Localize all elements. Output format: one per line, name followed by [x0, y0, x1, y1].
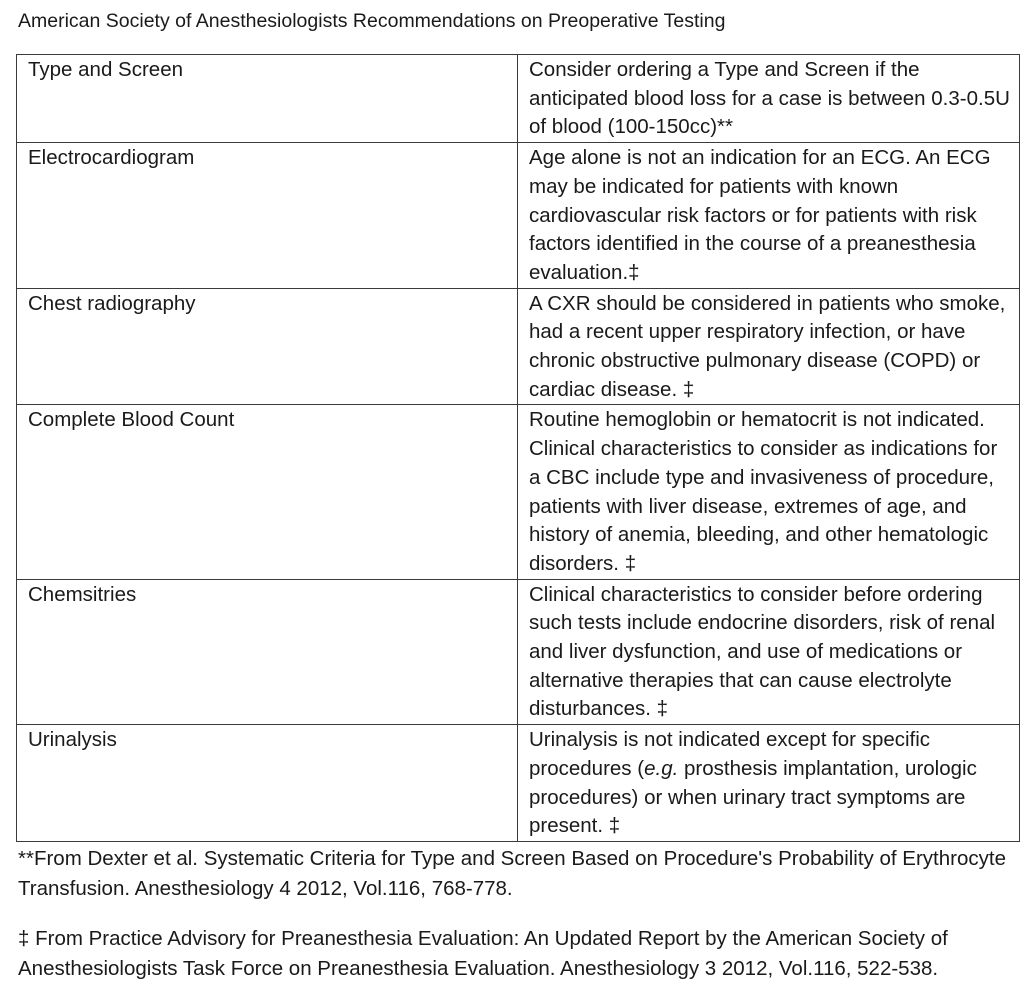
test-recommendation: Consider ordering a Type and Screen if the anticipated blood loss for a case is between 0.3-0.5U of blood (100-150cc)**	[518, 55, 1020, 143]
table-row	[17, 288, 1020, 405]
page-title: American Society of Anesthesiologists Recommendations on Preoperative Testing	[18, 10, 726, 32]
recommendation-italic: e.g.	[644, 756, 679, 780]
test-name: Urinalysis	[17, 725, 518, 842]
test-recommendation: Routine hemoglobin or hematocrit is not indicated. Clinical characteristics to consider as indications for a CBC include type and invasiveness of procedure, patients with liver disease, extremes of age, and history of anemia, bleeding, and other hematologic disorders. ‡	[518, 405, 1020, 579]
test-recommendation	[518, 725, 1020, 842]
testing-table	[16, 54, 1020, 842]
table-row	[17, 143, 1020, 289]
recommendation-text: An ECG may be indicated for patients with known cardiovascular risk factors or for patients with risk factors identified in the course of a preanesthesia evaluation.‡	[529, 146, 991, 284]
test-name: Type and Screen	[17, 55, 518, 143]
footnote-advisory: ‡ From Practice Advisory for Preanesthesia Evaluation: An Updated Report by the American Society of Anesthesiologists Task Force on Preanesthesia Evaluation. Anesthesiology 3 2012, Vol.116, 522-538.	[18, 927, 948, 980]
recommendation-emphasis: Age alone is not an indication for an ECG.	[529, 146, 911, 170]
test-name: Electrocardiogram	[17, 143, 518, 289]
test-recommendation: Clinical characteristics to consider before ordering such tests include endocrine disorders, risk of renal and liver dysfunction, and use of medications or alternative therapies that can cause electrolyte disturbances. ‡	[518, 579, 1020, 725]
footnote-dexter: **From Dexter et al. Systematic Criteria for Type and Screen Based on Procedure's Probability of Erythrocyte Transfusion. Anesthesiology 4 2012, Vol.116, 768-778.	[18, 847, 1006, 900]
test-name: Complete Blood Count	[17, 405, 518, 579]
table-row	[17, 579, 1020, 725]
recommendation-text: Urinalysis is not indicated except for specific procedures (	[529, 728, 931, 780]
table-row	[17, 725, 1020, 842]
table-row	[17, 405, 1020, 579]
test-recommendation	[518, 143, 1020, 289]
test-name: Chemsitries	[17, 579, 518, 725]
test-name: Chest radiography	[17, 288, 518, 405]
recommendation-text: prosthesis implantation, urologic procedures) or when urinary tract symptoms are present. ‡	[529, 756, 977, 838]
test-recommendation: A CXR should be considered in patients who smoke, had a recent upper respiratory infection, or have chronic obstructive pulmonary disease (COPD) or cardiac disease. ‡	[518, 288, 1020, 405]
table-row	[17, 55, 1020, 143]
